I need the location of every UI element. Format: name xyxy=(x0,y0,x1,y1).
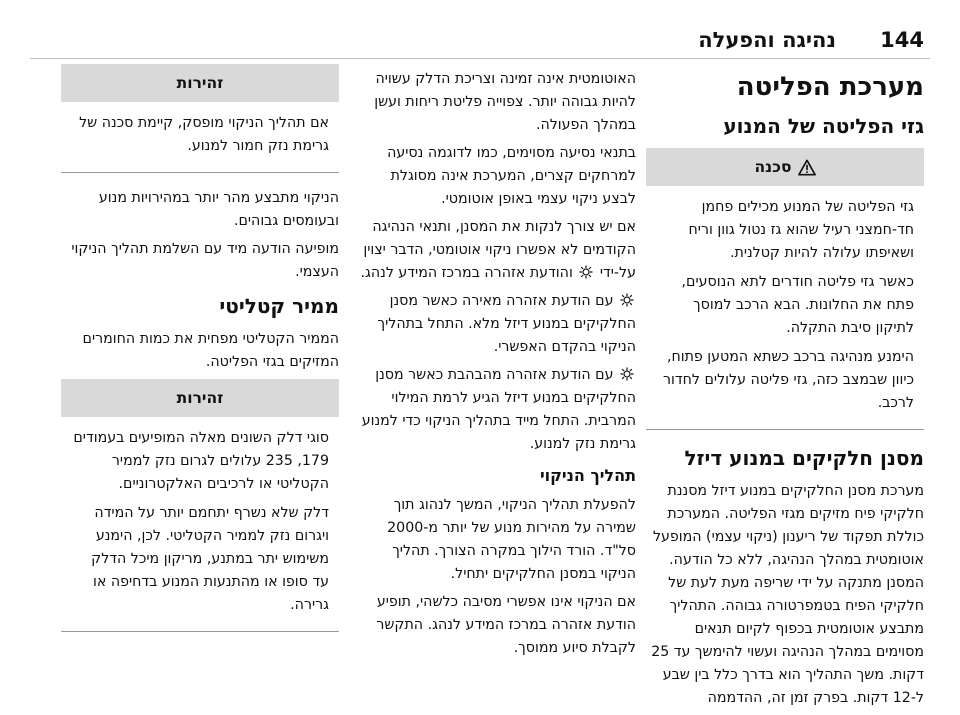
danger-paragraph: גזי הפליטה של המנוע מכילים פחמן חד-חמצני רעיל שהוא גז נטול גוון וריח ושאיפתו עלולה להיות קטלנית. xyxy=(688,199,914,261)
catalytic-text: הממיר הקטליטי מפחית את כמות החומרים המזיקים בגזי הפליטה. xyxy=(82,331,339,370)
caution-box xyxy=(61,64,339,173)
cleaning-paragraph: אם הניקוי אינו אפשרי מסיבה כלשהי, תופיע הודעת אזהרה במרכז המידע לנהג. התקשר לקבלת סיוע ממוסך. xyxy=(376,594,636,656)
body-text: אם יש צורך לנקות את המסנן, ותנאי הנהיגה הקודמים לא אפשרו ניקוי אוטומטי, הדבר יצוין על-ידי xyxy=(363,219,636,281)
body-paragraph: האוטומטית אינה זמינה וצריכת הדלק עשויה להיות גבוהה יותר. צפוייה פליטת ריחות ועשן במהלך הפעולה. xyxy=(374,71,636,133)
body-paragraph xyxy=(358,364,636,456)
caution-label: זהירות xyxy=(176,73,224,92)
caution-box-header xyxy=(61,379,339,417)
right-column xyxy=(646,64,924,715)
subtitle: גזי הפליטה של המנוע xyxy=(723,114,924,138)
cleaning-paragraph: להפעלת תהליך הניקוי, המשך לנהוג תוך שמירה על מהירות מנוע של יותר מ-2000 סל"ד. הורד הילוך במקרה הצורך. תהליך הניקוי במסנן החלקיקים יתחיל. xyxy=(387,497,636,582)
body-text: והודעת אזהרה במרכז המידע לנהג. xyxy=(360,265,573,281)
body-paragraph: מופיעה הודעה מיד עם השלמת תהליך הניקוי העצמי. xyxy=(71,241,339,280)
page-header xyxy=(0,0,960,60)
danger-box xyxy=(646,148,924,430)
running-title: נהיגה והפעלה xyxy=(698,28,836,52)
left-column xyxy=(61,64,339,646)
danger-box-header xyxy=(646,148,924,186)
middle-column xyxy=(358,64,636,665)
filter-indicator-icon xyxy=(579,265,593,279)
body-paragraph xyxy=(358,216,636,285)
header-rule xyxy=(30,58,930,59)
caution-text: סוגי דלק השונים מאלה המופיעים בעמודים 179, 235 עלולים לגרום נזק לממיר הקטליטי או לרכיבים האלקטרוניים. xyxy=(73,430,329,492)
page-number: 144 xyxy=(880,28,924,52)
filter-indicator-icon xyxy=(620,293,634,307)
cleaning-subheading: תהליך הניקוי xyxy=(539,466,636,485)
section-heading-catalytic: ממיר קטליטי xyxy=(219,294,339,318)
caution-box-header xyxy=(61,64,339,102)
body-paragraph: הניקוי מתבצע מהר יותר במהירויות מנוע ובעומסים גבוהים. xyxy=(98,190,339,229)
body-paragraph xyxy=(358,290,636,359)
danger-label: סכנה xyxy=(754,157,792,176)
caution-label: זהירות xyxy=(176,388,224,407)
body-text: עם הודעת אזהרה מהבהבת כאשר מסנן החלקיקים במנוע דיזל הגיע לרמת המילוי המרבית. התחל מייד בתהליך הניקוי כדי למנוע גרימת נזק למנוע. xyxy=(361,367,636,452)
danger-paragraph: הימנע מנהיגה ברכב כשתא המטען פתוח, כיוון שבמצב כזה, גזי פליטה עלולים לחדור לרכב. xyxy=(663,349,914,411)
section-heading-diesel-filter: מסנן חלקיקים במנוע דיזל xyxy=(684,446,924,470)
page-title: מערכת הפליטה xyxy=(736,72,924,102)
caution-text: אם תהליך הניקוי מופסק, קיימת סכנה של גרימת נזק חמור למנוע. xyxy=(79,115,329,154)
filter-indicator-icon xyxy=(620,367,634,381)
caution-box xyxy=(61,379,339,632)
diesel-filter-text: מערכת מסנן החלקיקים במנוע דיזל מסננת חלקיקי פיח מזיקים מגזי הפליטה. המערכת כוללת תפקוד של ריענון (ניקוי עצמי) המופעל אוטומטית במהלך הנהיגה, ללא כל הודעה. המסנן מתנקה על ידי שריפה מעת לעת של חלקיקי הפיח בטמפרטורה גבוהה. התהליך מתבצע אוטומטית בכפוף לקיום תנאים מסוימים במהלך הנהיגה ועשוי להימשך עד 25 דקות. משך התהליך הוא בדרך כלל בין שבע ל-12 דקות. בפרק זמן זה, ההדממה xyxy=(651,483,924,706)
warning-triangle-icon xyxy=(798,159,816,176)
caution-text: דלק שלא נשרף יתחמם יותר על המידה ויגרום נזק לממיר הקטליטי. לכן, הימנע משימוש יתר במתנע, מריקון מיכל הדלק עד סופו או מהתנעות המנוע בדחיפה או גרירה. xyxy=(91,505,329,613)
body-paragraph: בתנאי נסיעה מסוימים, כמו לדוגמה נסיעה למרחקים קצרים, המערכת אינה מסוגלת לבצע ניקוי עצמי באופן אוטומטי. xyxy=(387,145,636,207)
danger-paragraph: כאשר גזי פליטה חודרים לתא הנוסעים, פתח את החלונות. הבא הרכב למוסך לתיקון סיבת התקלה. xyxy=(681,274,914,336)
body-text: עם הודעת אזהרה מאירה כאשר מסנן החלקיקים במנוע דיזל מלא. התחל בתהליך הניקוי בהקדם האפשרי. xyxy=(377,293,636,355)
